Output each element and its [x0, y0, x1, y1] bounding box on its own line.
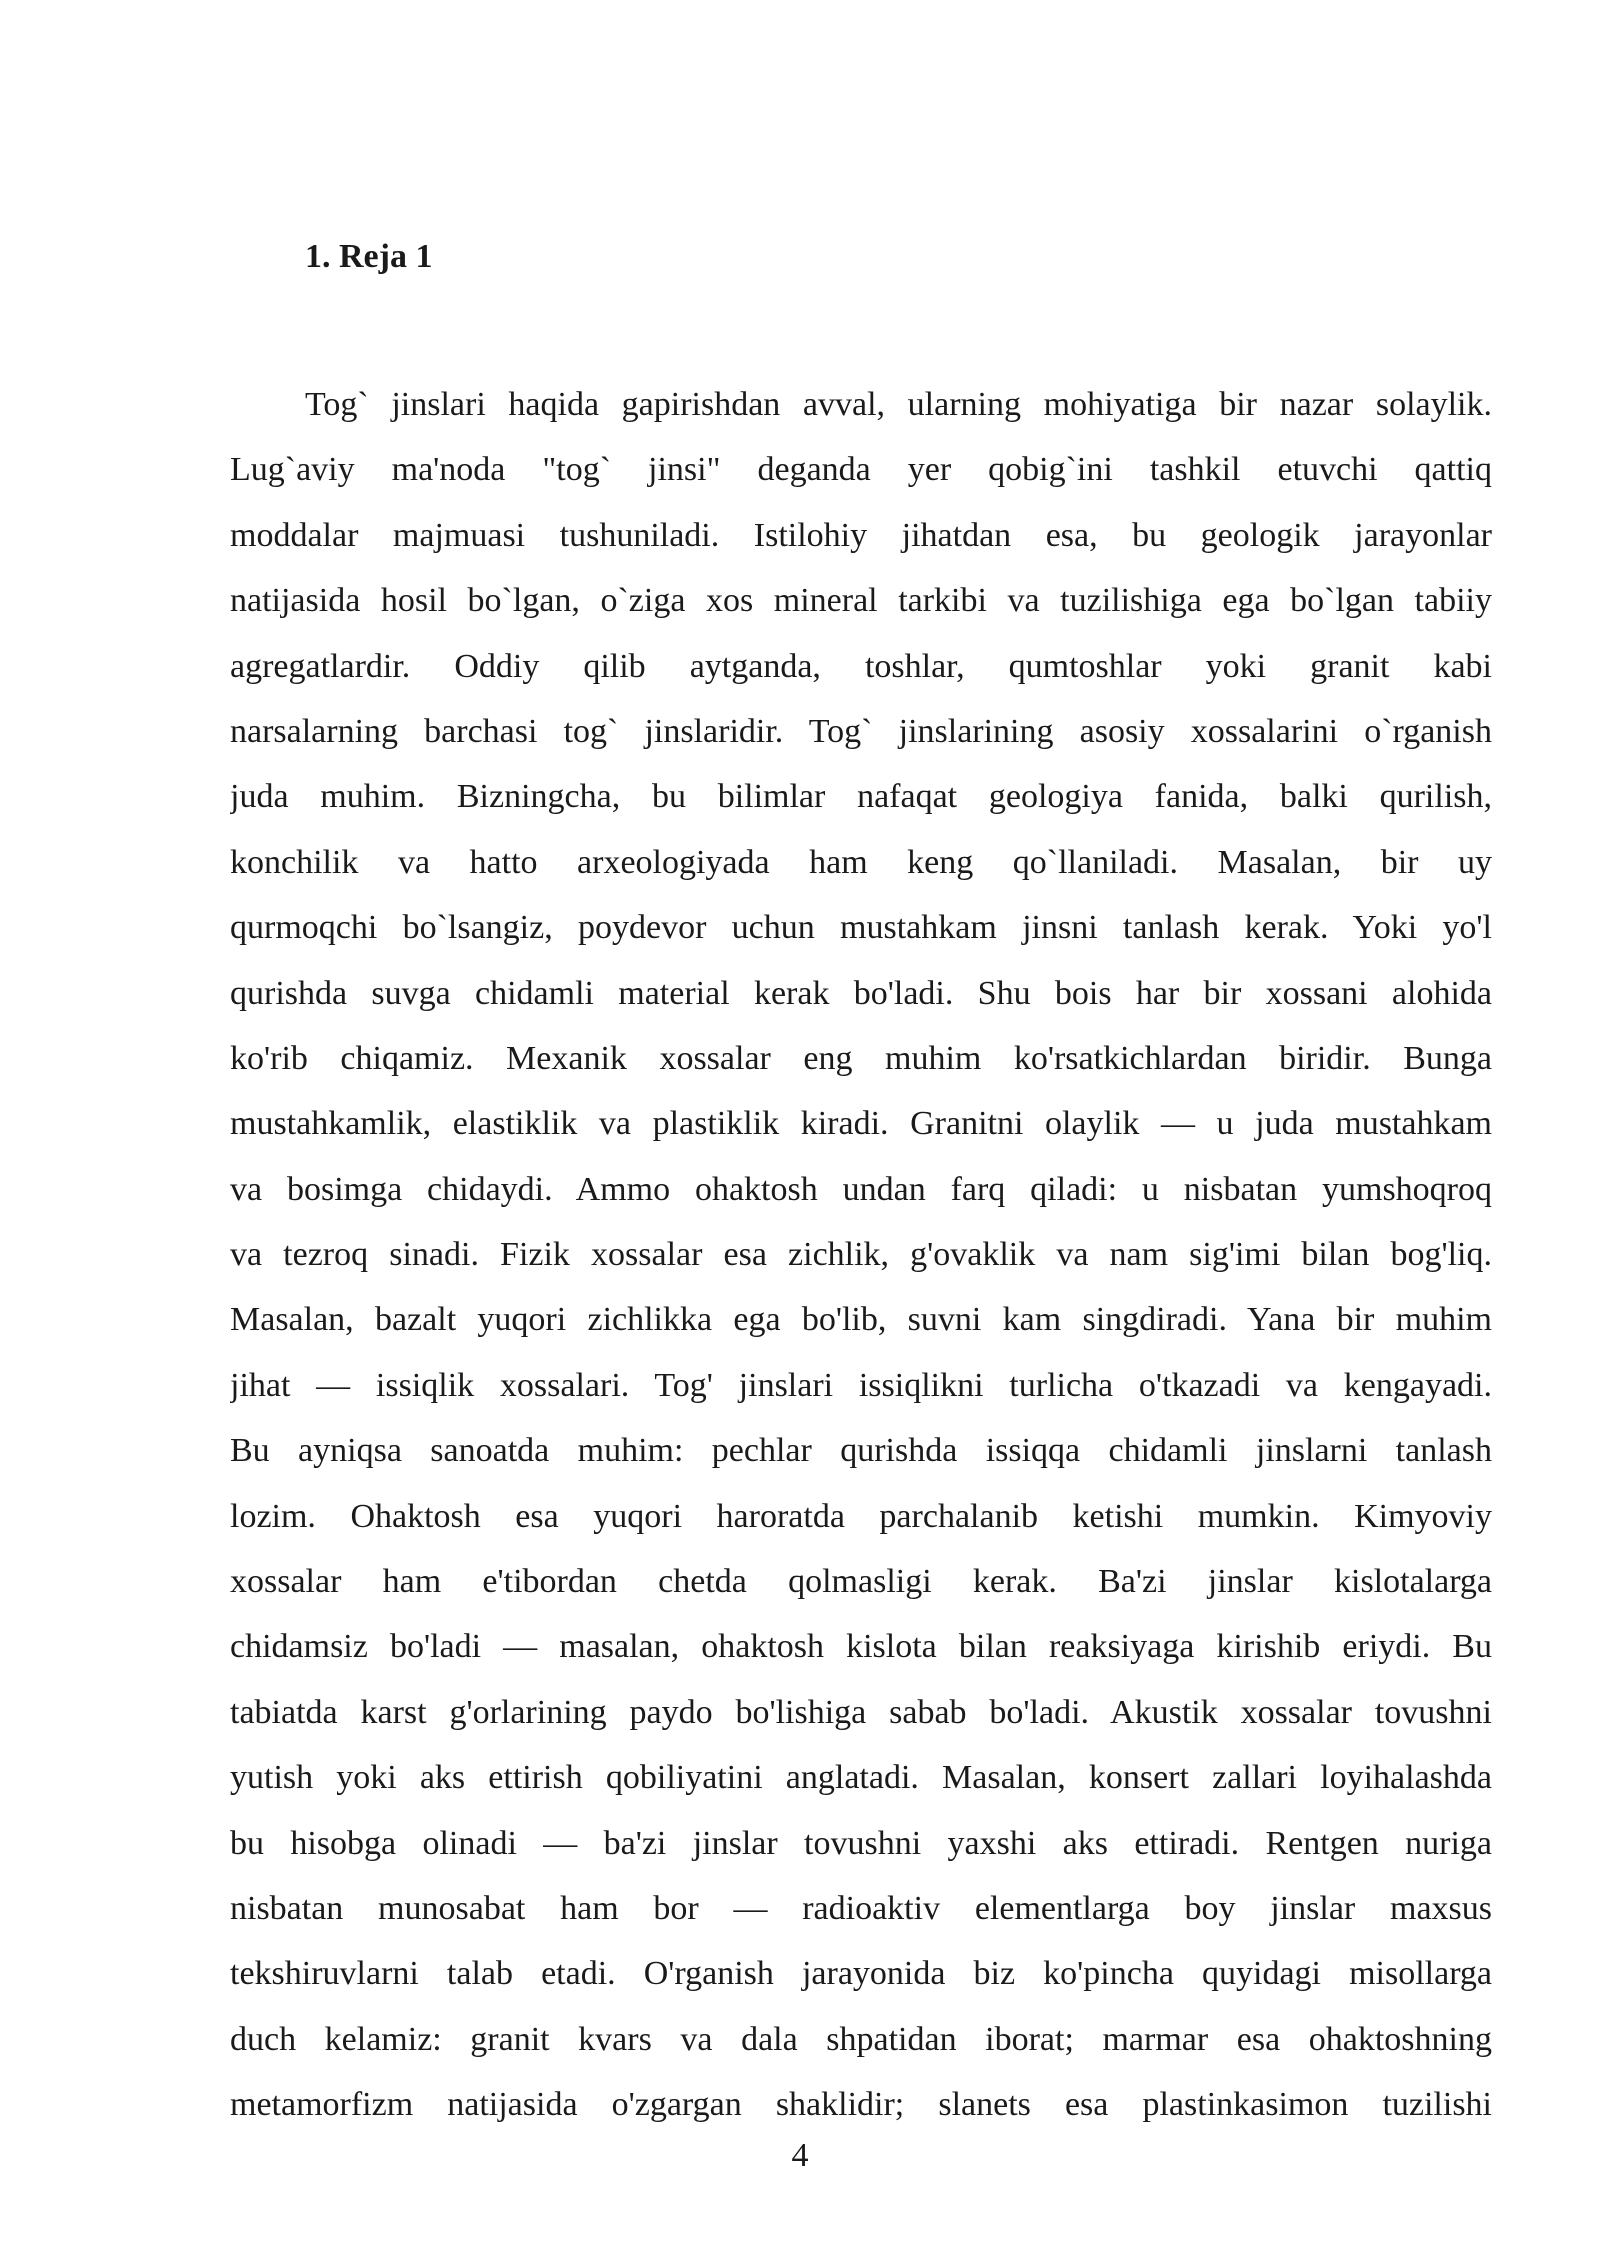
paragraph-line: konchilik va hatto arxeologiyada ham keng qo`llaniladi. Masalan, bir uy: [230, 843, 1492, 881]
paragraph-line: narsalarning barchasi tog` jinslaridir. Tog` jinslarining asosiy xossalarini o`rganish: [230, 712, 1492, 750]
paragraph-line: ko'rib chiqamiz. Mexanik xossalar eng muhim ko'rsatkichlardan biridir. Bunga: [230, 1039, 1492, 1077]
paragraph-line: moddalar majmuasi tushuniladi. Istilohiy jihatdan esa, bu geologik jarayonlar: [230, 516, 1492, 554]
paragraph-line: chidamsiz bo'ladi — masalan, ohaktosh kislota bilan reaksiyaga kirishib eriydi. Bu: [230, 1628, 1492, 1666]
section-heading: 1. Reja 1: [305, 238, 433, 275]
paragraph-line: Bu ayniqsa sanoatda muhim: pechlar qurishda issiqqa chidamli jinslarni tanlash: [230, 1432, 1492, 1470]
paragraph-line: yutish yoki aks ettirish qobiliyatini anglatadi. Masalan, konsert zallari loyihalashda: [230, 1759, 1492, 1797]
paragraph-line: jihat — issiqlik xossalari. Tog' jinslari issiqlikni turlicha o'tkazadi va kengayadi.: [230, 1366, 1492, 1404]
paragraph-line: va tezroq sinadi. Fizik xossalar esa zichlik, g'ovaklik va nam sig'imi bilan bog'liq.: [230, 1236, 1492, 1274]
paragraph-line: lozim. Ohaktosh esa yuqori haroratda parchalanib ketishi mumkin. Kimyoviy: [230, 1497, 1492, 1535]
paragraph-line: tekshiruvlarni talab etadi. O'rganish jarayonida biz ko'pincha quyidagi misollarga: [230, 1955, 1492, 1993]
paragraph-line: xossalar ham e'tibordan chetda qolmasligi kerak. Ba'zi jinslar kislotalarga: [230, 1563, 1492, 1601]
paragraph-line: Tog` jinslari haqida gapirishdan avval, ularning mohiyatiga bir nazar solaylik.: [305, 386, 1492, 423]
body-paragraph: [230, 372, 1492, 2138]
paragraph-line: juda muhim. Bizningcha, bu bilimlar nafaqat geologiya fanida, balki qurilish,: [230, 778, 1492, 816]
paragraph-line: mustahkamlik, elastiklik va plastiklik kiradi. Granitni olaylik — u juda mustahkam: [230, 1105, 1492, 1143]
paragraph-line: Lug`aviy ma'noda "tog` jinsi" deganda yer qobig`ini tashkil etuvchi qattiq: [230, 451, 1492, 489]
paragraph-line: duch kelamiz: granit kvars va dala shpatidan iborat; marmar esa ohaktoshning: [230, 2020, 1492, 2058]
paragraph-line: tabiatda karst g'orlarining paydo bo'lishiga sabab bo'ladi. Akustik xossalar tovushni: [230, 1693, 1492, 1731]
paragraph-line: natijasida hosil bo`lgan, o`ziga xos mineral tarkibi va tuzilishiga ega bo`lgan tabiiy: [230, 582, 1492, 620]
page-number: 4: [791, 2137, 809, 2174]
paragraph-line: bu hisobga olinadi — ba'zi jinslar tovushni yaxshi aks ettiradi. Rentgen nuriga: [230, 1824, 1492, 1862]
paragraph-line: qurishda suvga chidamli material kerak bo'ladi. Shu bois har bir xossani alohida: [230, 974, 1492, 1012]
paragraph-line: qurmoqchi bo`lsangiz, poydevor uchun mustahkam jinsni tanlash kerak. Yoki yo'l: [230, 909, 1492, 947]
paragraph-line: metamorfizm natijasida o'zgargan shaklidir; slanets esa plastinkasimon tuzilishi: [230, 2086, 1492, 2124]
paragraph-line: agregatlardir. Oddiy qilib aytganda, toshlar, qumtoshlar yoki granit kabi: [230, 647, 1492, 685]
paragraph-line: va bosimga chidaydi. Ammo ohaktosh undan farq qiladi: u nisbatan yumshoqroq: [230, 1170, 1492, 1208]
paragraph-line: nisbatan munosabat ham bor — radioaktiv elementlarga boy jinslar maxsus: [230, 1889, 1492, 1927]
paragraph-line: Masalan, bazalt yuqori zichlikka ega bo'lib, suvni kam singdiradi. Yana bir muhim: [230, 1301, 1492, 1339]
